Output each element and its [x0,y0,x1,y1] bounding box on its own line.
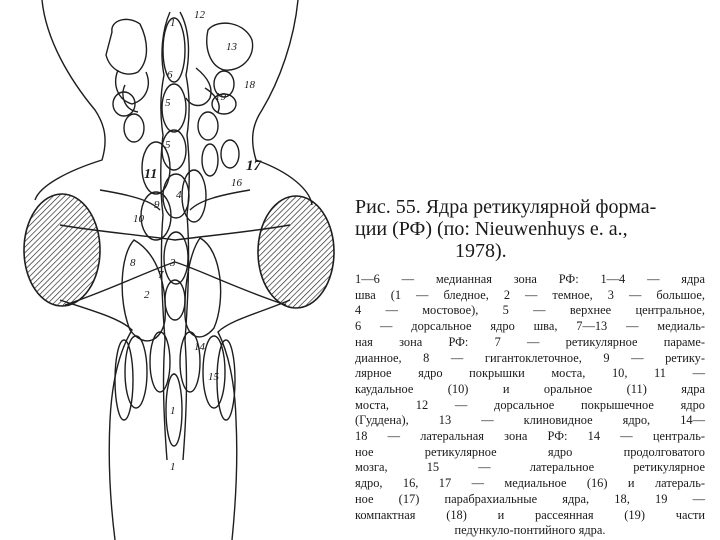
figure-caption [355,196,705,539]
label-13: 13 [226,41,237,53]
label-3: 3 [170,257,176,269]
label-2: 2 [144,289,150,301]
legend-line: дианное, 8 — гигантоклеточное, 9 — ретику- [355,350,705,365]
label-1-bottom: 1 [170,405,176,417]
label-1-top: 1 [170,17,176,29]
nucleus-16 [202,144,218,176]
legend-line: лярное ядро покрышки моста, 10, 11 — [355,366,705,381]
legend-line: 6 — дорсальное ядро шва, 7—13 — медиаль- [355,319,705,334]
label-8: 8 [130,257,136,269]
nucleus-right-small [198,112,218,140]
label-1-tail: 1 [170,461,176,473]
label-6: 6 [167,69,173,81]
legend-line: каудальное (10) и оральное (11) ядра [355,381,705,396]
label-5: 5 [165,97,171,109]
figure-legend [355,272,705,539]
legend-line: педункуло-понтийного ядра. [454,523,606,538]
label-10: 10 [133,213,144,225]
legend-line: ядро, 16, 17 — медиальное (16) и латераль- [355,476,705,491]
label-17: 17 [246,158,261,174]
upper-left-complex [116,70,149,112]
label-4: 4 [176,189,182,201]
legend-line: 1—6 — медианная зона РФ: 1—4 — ядра [355,272,705,286]
figure-title [355,196,705,262]
left-peduncle-section [24,194,100,306]
label-18: 18 [244,79,255,91]
nucleus-13-left [106,19,147,74]
nucleus-17 [221,140,239,168]
upper-right-complex [186,68,219,112]
label-9: 9 [154,199,160,211]
nucleus-8-right [185,238,221,337]
legend-line: ная зона РФ: 7 — ретикулярное параме- [355,334,705,349]
figure-title-line: 1978). [455,240,507,262]
label-14: 14 [194,341,205,353]
label-12: 12 [194,9,205,21]
legend-line: 4 — мостовое), 5 — верхнее центральное, [355,303,705,318]
legend-line: компактная (18) и рассеянная (19) части [355,507,705,522]
label-16: 16 [231,177,242,189]
nucleus-14-left [125,336,147,408]
legend-line: ное ретикулярное ядро продолговатого [355,444,705,459]
legend-line: моста, 12 — дорсальное покрышечное ядро [355,397,705,412]
label-11: 11 [144,167,158,182]
figure-title-line: Рис. 55. Ядра ретикулярной форма- [355,196,657,218]
legend-line: мозга, 15 — латеральное ретикулярное [355,460,705,475]
label-7: 7 [158,269,164,281]
label-19: 19 [215,91,226,103]
legend-line: 18 — латеральная зона РФ: 14 — централь- [355,429,705,444]
brainstem-diagram [0,0,350,540]
figure-title-line: ции (РФ) (по: Nieuwenhuys e. a., [355,218,628,240]
nucleus-15-left [115,340,133,420]
nucleus-left-small [124,114,144,142]
right-peduncle-section [258,196,334,308]
label-15: 15 [208,371,219,383]
legend-line: ное (17) парабрахиальные ядра, 18, 19 — [355,491,705,506]
nucleus-7 [150,332,170,392]
legend-line: шва (1 — бледное, 2 — темное, 3 — большое, [355,287,705,302]
nucleus-9 [182,170,206,222]
label-5b: 5 [165,139,171,151]
legend-line: (Гуддена), 13 — клиновидное ядро, 14— [355,413,705,428]
nucleus-2 [165,280,185,320]
